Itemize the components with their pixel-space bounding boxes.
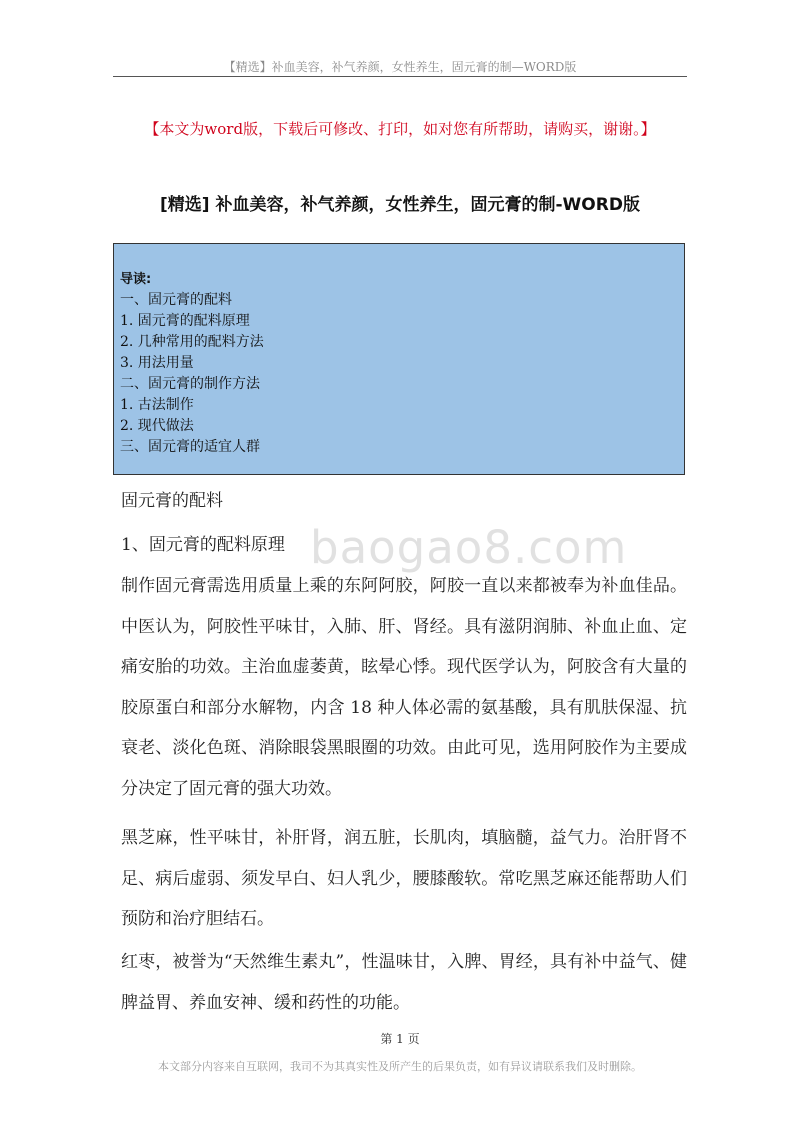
toc-item[interactable]: 二、固元膏的制作方法: [120, 376, 260, 392]
document-title: [精选] 补血美容，补气养颜，女性养生，固元膏的制-WORD版: [160, 195, 640, 215]
body-paragraph: 黑芝麻，性平味甘，补肝肾，润五脏，长肌肉，填脑髓，益气力。治肝肾不足、病后虚弱、须发早白、妇人乳少，腰膝酸软。常吃黑芝麻还能帮助人们预防和治疗胆结石。: [121, 828, 687, 929]
toc-item[interactable]: 一、固元膏的配料: [120, 292, 232, 308]
toc-item[interactable]: 1. 古法制作: [120, 397, 194, 413]
toc-heading: 导读:: [120, 272, 152, 287]
watermark: baogao8.com: [310, 521, 628, 574]
header-divider: [113, 76, 687, 77]
toc-item[interactable]: 3. 用法用量: [120, 355, 194, 371]
page-footer: 本文部分内容来自互联网，我司不为其真实性及所产生的后果负责，如有异议请联系我们及时删除。: [158, 1060, 642, 1073]
page-header: 【精选】补血美容，补气养颜，女性养生，固元膏的制—WORD版: [223, 60, 577, 74]
toc-item[interactable]: 三、固元膏的适宜人群: [120, 439, 260, 455]
body-paragraph: 红枣，被誉为“天然维生素丸”，性温味甘，入脾、胃经，具有补中益气、健脾益胃、养血安神、缓和药性的功能。: [121, 952, 687, 1013]
download-notice: 【本文为word版，下载后可修改、打印，如对您有所帮助，请购买，谢谢。】: [144, 120, 656, 138]
page-number: 第 1 页: [380, 1032, 420, 1046]
sub-heading: 1、固元膏的配料原理: [121, 535, 285, 555]
toc-item[interactable]: 2. 现代做法: [120, 418, 194, 434]
toc-item[interactable]: 1. 固元膏的配料原理: [120, 313, 250, 329]
table-of-contents: [113, 243, 685, 475]
toc-item[interactable]: 2. 几种常用的配料方法: [120, 334, 264, 350]
body-paragraph: 制作固元膏需选用质量上乘的东阿阿胶，阿胶一直以来都被奉为补血佳品。中医认为，阿胶性平味甘，入肺、肝、肾经。具有滋阴润肺、补血止血、定痛安胎的功效。主治血虚萎黄，眩晕心悸。现代医学认为，阿胶含有大量的胶原蛋白和部分水解物，内含 18 种人体必需的氨基酸，具有肌肤保湿、抗衰老、淡化色斑、消除眼袋黑眼圈的功效。由此可见，选用阿胶作为主要成分决定了固元膏的强大功效。: [121, 576, 687, 799]
section-heading: 固元膏的配料: [121, 491, 223, 511]
